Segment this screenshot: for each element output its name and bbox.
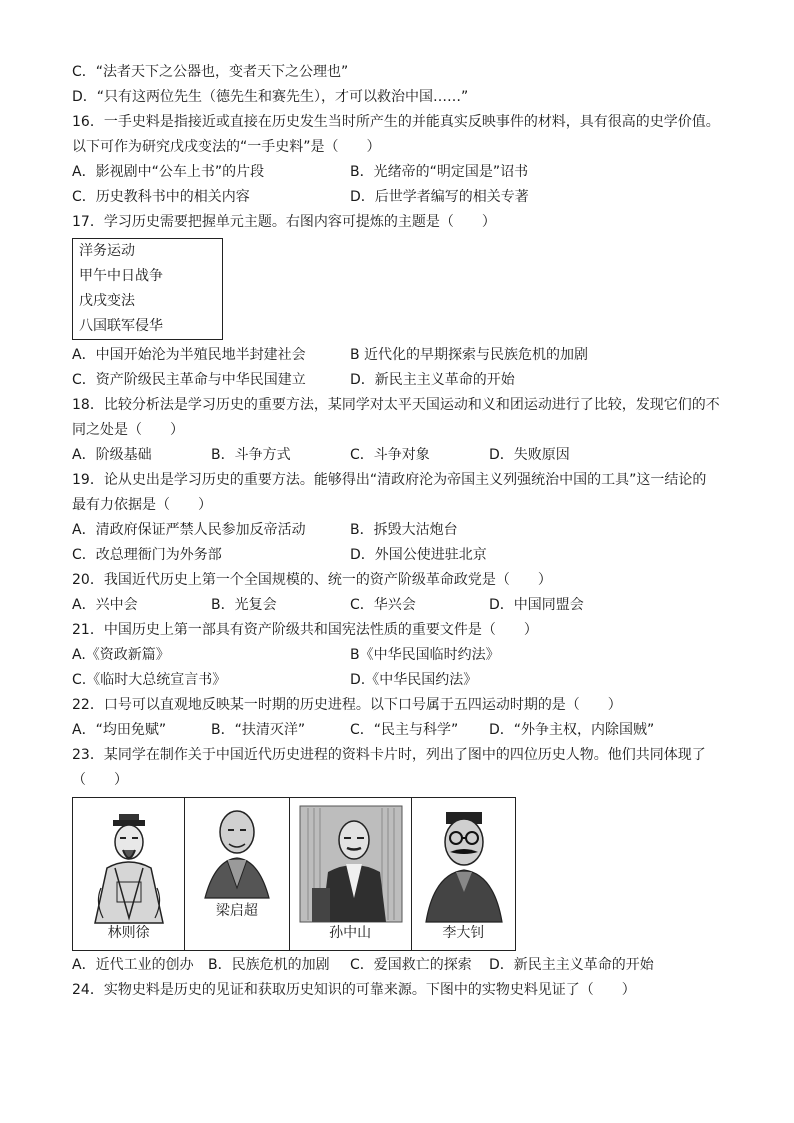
q21-option-a: A.《资政新篇》	[72, 647, 170, 663]
q23-option-c: C．爱国救亡的探索	[350, 957, 472, 973]
q15-option-d: D．“只有这两位先生（德先生和赛先生），才可以救治中国……”	[72, 89, 469, 105]
q18-option-b: B．斗争方式	[211, 447, 291, 463]
q20-option-d: D．中国同盟会	[489, 597, 584, 613]
q23-options-row	[72, 953, 732, 978]
q19-options-row2	[72, 543, 732, 568]
q22-option-d: D．“外争主权，内除国贼”	[489, 722, 655, 738]
q21-option-d: D.《中华民国约法》	[350, 672, 478, 688]
q17-box-item: 甲午中日战争	[79, 268, 163, 284]
portrait-image	[185, 798, 289, 950]
q21-options-row1	[72, 643, 732, 668]
q17-option-d: D．新民主主义革命的开始	[350, 372, 515, 388]
q17-box-item: 戊戌变法	[79, 293, 135, 309]
q23-portrait-strip	[72, 797, 516, 951]
q19-option-c: C．改总理衙门为外务部	[72, 547, 222, 563]
q18-stem-line1: 18．比较分析法是学习历史的重要方法，某同学对太平天国运动和义和团运动进行了比较，发现它们的不	[72, 397, 720, 413]
q17-option-a: A．中国开始沦为半殖民地半封建社会	[72, 347, 306, 363]
q24-stem: 24．实物史料是历史的见证和获取历史知识的可靠来源。下图中的实物史料见证了（ ）	[72, 982, 636, 998]
q16-stem-line2: 以下可作为研究戊戌变法的“一手史料”是（ ）	[72, 139, 381, 155]
q16-option-d: D．后世学者编写的相关专著	[350, 189, 529, 205]
portrait-caption: 梁启超	[215, 903, 258, 919]
q17-options-row2	[72, 368, 732, 393]
portrait-caption: 林则徐	[107, 925, 150, 941]
q18-options-row	[72, 443, 732, 468]
q16-option-a: A．影视剧中“公车上书”的片段	[72, 164, 265, 180]
q15-option-c: C．“法者天下之公器也，变者天下之公理也”	[72, 64, 349, 80]
q22-options-row	[72, 718, 732, 743]
portrait-lin-zexu	[73, 798, 185, 950]
portrait-li-dazhao	[412, 798, 515, 950]
q22-option-c: C．“民主与科学”	[350, 722, 459, 738]
portrait-liang-qichao	[185, 798, 289, 950]
q17-stem: 17．学习历史需要把握单元主题。右图内容可提炼的主题是（ ）	[72, 214, 496, 230]
q16-stem-line1: 16．一手史料是指接近或直接在历史发生当时所产生的并能真实反映事件的材料，具有很高的史学价值。	[72, 114, 720, 130]
q22-stem: 22．口号可以直观地反映某一时期的历史进程。以下口号属于五四运动时期的是（ ）	[72, 697, 622, 713]
q23-option-a: A．近代工业的创办	[72, 957, 194, 973]
q18-option-d: D．失败原因	[489, 447, 570, 463]
q17-options-row1	[72, 343, 732, 368]
q17-topic-box	[72, 238, 223, 340]
q19-option-b: B．拆毁大沽炮台	[350, 522, 458, 538]
portrait-caption: 李大钊	[442, 925, 485, 941]
q17-option-b: B 近代化的早期探索与民族危机的加剧	[350, 347, 589, 363]
q22-option-a: A．“均田免赋”	[72, 722, 167, 738]
q23-option-b: B．民族危机的加剧	[208, 957, 330, 973]
q21-options-row2	[72, 668, 732, 693]
q16-option-c: C．历史教科书中的相关内容	[72, 189, 250, 205]
q20-stem: 20．我国近代历史上第一个全国规模的、统一的资产阶级革命政党是（ ）	[72, 572, 552, 588]
q23-option-d: D．新民主主义革命的开始	[489, 957, 654, 973]
q22-option-b: B．“扶清灭洋”	[211, 722, 306, 738]
q18-option-a: A．阶级基础	[72, 447, 152, 463]
q23-stem-line2: （ ）	[72, 772, 128, 788]
q16-options-row1	[72, 160, 732, 185]
q21-option-c: C.《临时大总统宣言书》	[72, 672, 227, 688]
q20-option-c: C．华兴会	[350, 597, 416, 613]
q17-box-item: 洋务运动	[79, 243, 135, 259]
q19-stem-line2: 最有力依据是（ ）	[72, 497, 212, 513]
portrait-sun-zhongshan	[290, 798, 412, 950]
q17-box-item: 八国联军侵华	[79, 318, 163, 334]
q18-stem-line2: 同之处是（ ）	[72, 422, 184, 438]
q16-options-row2	[72, 185, 732, 210]
q20-option-a: A．兴中会	[72, 597, 138, 613]
q18-option-c: C．斗争对象	[350, 447, 430, 463]
q20-options-row	[72, 593, 732, 618]
q19-options-row1	[72, 518, 732, 543]
q19-option-d: D．外国公使进驻北京	[350, 547, 487, 563]
q19-option-a: A．清政府保证严禁人民参加反帝活动	[72, 522, 306, 538]
q19-stem-line1: 19．论从史出是学习历史的重要方法。能够得出“清政府沦为帝国主义列强统治中国的工具”这一结论的	[72, 472, 707, 488]
q16-option-b: B．光绪帝的“明定国是”诏书	[350, 164, 529, 180]
portrait-caption: 孙中山	[329, 925, 372, 941]
exam-page	[72, 60, 732, 1003]
q21-stem: 21．中国历史上第一部具有资产阶级共和国宪法性质的重要文件是（ ）	[72, 622, 538, 638]
q23-stem-line1: 23．某同学在制作关于中国近代历史进程的资料卡片时，列出了图中的四位历史人物。他们共同体现了	[72, 747, 706, 763]
q17-option-c: C．资产阶级民主革命与中华民国建立	[72, 372, 306, 388]
q21-option-b: B《中华民国临时约法》	[350, 647, 500, 663]
q20-option-b: B．光复会	[211, 597, 277, 613]
